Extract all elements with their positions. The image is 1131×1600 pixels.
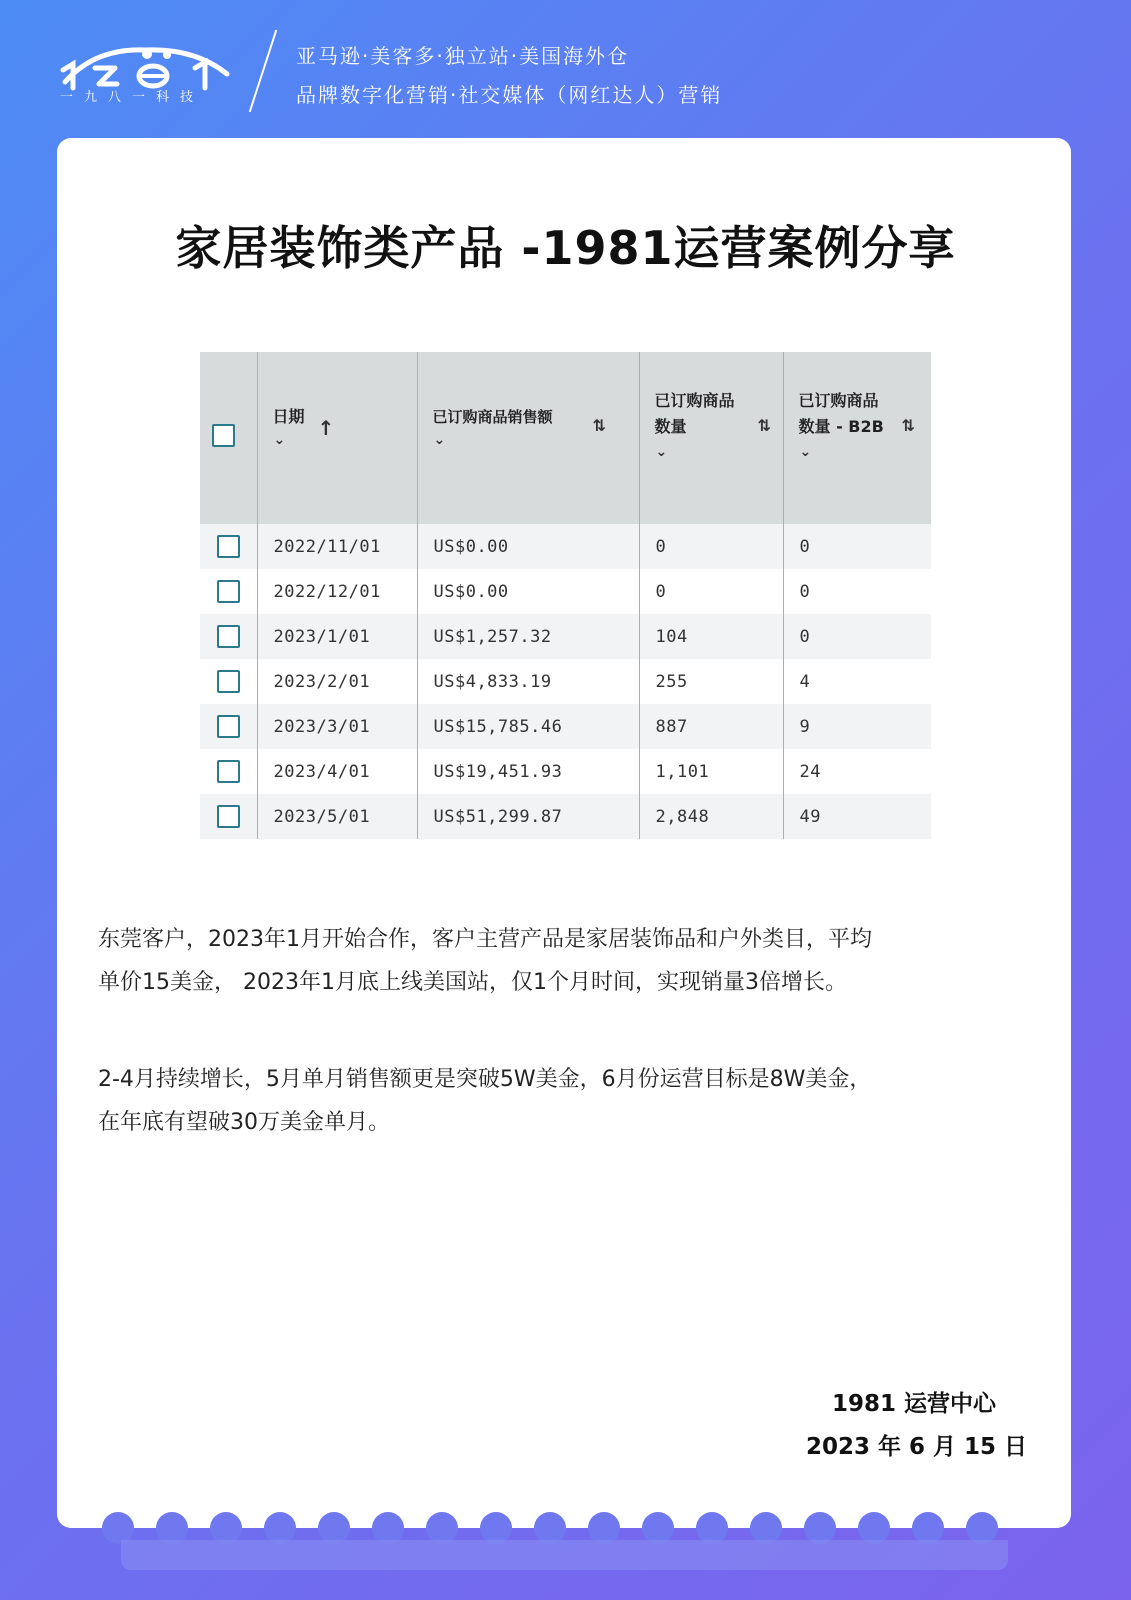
- table-row: [200, 749, 931, 794]
- tagline-1: 亚马逊·美客多·独立站·美国海外仓: [296, 44, 630, 68]
- cell-qty: 1,101: [639, 749, 783, 794]
- cell-qty: 2,848: [639, 794, 783, 839]
- header-checkbox-cell: [200, 352, 257, 524]
- paragraph-1-line-2: 单价15美金， 2023年1月底上线美国站，仅1个月时间，实现销量3倍增长。: [98, 970, 847, 995]
- row-checkbox[interactable]: [217, 715, 240, 738]
- cell-b2b: 0: [783, 569, 931, 614]
- header-qty[interactable]: [639, 352, 783, 524]
- row-checkbox[interactable]: [217, 805, 240, 828]
- header-qty-label-1: 已订购商品: [654, 391, 735, 410]
- cell-date: 2022/12/01: [257, 569, 417, 614]
- select-all-checkbox[interactable]: [212, 424, 235, 447]
- cell-qty: 255: [639, 659, 783, 704]
- cell-qty: 104: [639, 614, 783, 659]
- cell-qty: 0: [639, 524, 783, 569]
- table-row: [200, 704, 931, 749]
- ticket-edge-dots: [57, 1512, 1071, 1542]
- cell-date: 2023/1/01: [257, 614, 417, 659]
- table-row: [200, 569, 931, 614]
- paragraph-2-line-2: 在年底有望破30万美金单月。: [98, 1110, 390, 1135]
- cell-date: 2022/11/01: [257, 524, 417, 569]
- signature-org: 1981 运营中心: [832, 1391, 997, 1417]
- page-header: [0, 0, 1131, 130]
- paragraph-2: [98, 1058, 1038, 1144]
- sort-asc-icon[interactable]: ↑: [317, 416, 335, 440]
- row-checkbox-cell: [200, 524, 257, 569]
- page-title: 家居装饰类产品 -1981运营案例分享: [175, 221, 956, 275]
- cell-b2b: 49: [783, 794, 931, 839]
- table-row: [200, 524, 931, 569]
- header-date-label: 日期: [272, 407, 305, 426]
- row-checkbox-cell: [200, 614, 257, 659]
- table-row: [200, 614, 931, 659]
- cell-date: 2023/2/01: [257, 659, 417, 704]
- chevron-down-icon[interactable]: ⌄: [433, 432, 446, 448]
- row-checkbox[interactable]: [217, 535, 240, 558]
- row-checkbox[interactable]: [217, 580, 240, 603]
- header-divider: [249, 30, 277, 112]
- chevron-down-icon[interactable]: ⌄: [655, 444, 668, 460]
- cell-b2b: 0: [783, 614, 931, 659]
- sort-icon[interactable]: ⇅: [757, 416, 771, 435]
- table-row: [200, 659, 931, 704]
- header-qty-label-2: 数量: [654, 417, 687, 436]
- cell-sales: US$0.00: [417, 569, 639, 614]
- cell-date: 2023/5/01: [257, 794, 417, 839]
- paragraph-1: [98, 918, 1038, 1004]
- cell-qty: 0: [639, 569, 783, 614]
- paragraph-1-line-1: 东莞客户，2023年1月开始合作，客户主营产品是家居装饰品和户外类目，平均: [98, 927, 872, 952]
- chevron-down-icon[interactable]: ⌄: [273, 432, 286, 448]
- row-checkbox-cell: [200, 749, 257, 794]
- row-checkbox-cell: [200, 569, 257, 614]
- cell-date: 2023/3/01: [257, 704, 417, 749]
- cell-sales: US$19,451.93: [417, 749, 639, 794]
- table-header-row: [200, 352, 931, 524]
- chevron-down-icon[interactable]: ⌄: [799, 444, 812, 460]
- header-b2b-label-1: 已订购商品: [798, 391, 879, 410]
- cell-b2b: 0: [783, 524, 931, 569]
- cell-date: 2023/4/01: [257, 749, 417, 794]
- cell-sales: US$51,299.87: [417, 794, 639, 839]
- paragraph-2-line-1: 2-4月持续增长，5月单月销售额更是突破5W美金，6月份运营目标是8W美金，: [98, 1067, 872, 1092]
- cell-sales: US$0.00: [417, 524, 639, 569]
- sort-icon[interactable]: ⇅: [901, 416, 915, 435]
- cell-b2b: 4: [783, 659, 931, 704]
- row-checkbox[interactable]: [217, 670, 240, 693]
- cell-sales: US$1,257.32: [417, 614, 639, 659]
- row-checkbox-cell: [200, 794, 257, 839]
- row-checkbox-cell: [200, 704, 257, 749]
- footer-bar: [121, 1540, 1008, 1570]
- sort-icon[interactable]: ⇅: [592, 416, 606, 435]
- cell-b2b: 9: [783, 704, 931, 749]
- signature-date: 2023 年 6 月 15 日: [806, 1434, 1028, 1460]
- row-checkbox-cell: [200, 659, 257, 704]
- cell-qty: 887: [639, 704, 783, 749]
- row-checkbox[interactable]: [217, 760, 240, 783]
- header-sales-label: 已订购商品销售额: [432, 408, 553, 426]
- cell-sales: US$4,833.19: [417, 659, 639, 704]
- tagline-2: 品牌数字化营销·社交媒体（网红达人）营销: [296, 83, 723, 107]
- row-checkbox[interactable]: [217, 625, 240, 648]
- header-b2b[interactable]: [783, 352, 931, 524]
- logo-subtitle: 一九八一科技: [60, 90, 205, 105]
- table-row: [200, 794, 931, 839]
- cell-b2b: 24: [783, 749, 931, 794]
- cell-sales: US$15,785.46: [417, 704, 639, 749]
- header-b2b-label-2: 数量 - B2B: [798, 417, 884, 436]
- header-sales[interactable]: [417, 352, 639, 524]
- sales-table: [200, 352, 931, 846]
- header-date[interactable]: [257, 352, 417, 524]
